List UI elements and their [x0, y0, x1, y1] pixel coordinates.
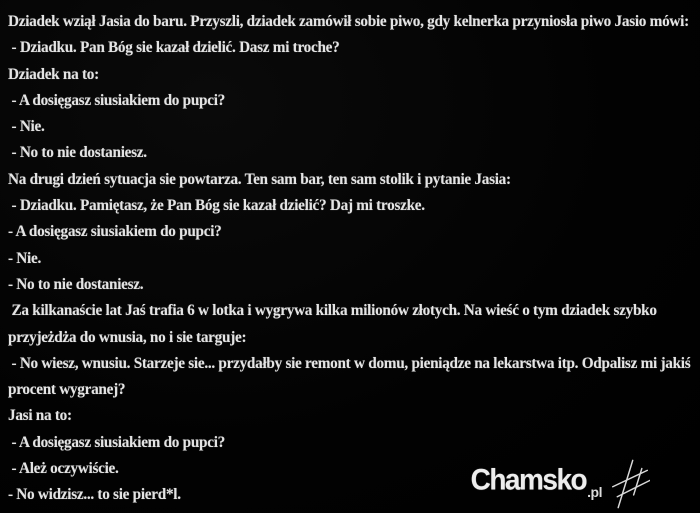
joke-line: - No widzisz... to sie pierd*l. — [8, 486, 181, 504]
joke-line: - No to nie dostaniesz. — [8, 275, 144, 293]
joke-line: - No to nie dostaniesz. — [8, 144, 147, 162]
joke-line: Dziadek na to: — [8, 65, 99, 83]
chamsko-logo — [471, 456, 650, 503]
hash-icon — [610, 456, 650, 513]
joke-line: - A dosięgasz siusiakiem do pupci? — [8, 223, 222, 241]
joke-line: - Dziadku. Pan Bóg sie kazał dzielić. Dasz mi troche? — [8, 39, 340, 57]
joke-line: - A dosięgasz siusiakiem do pupci? — [8, 91, 226, 109]
joke-line: - Dziadku. Pamiętasz, że Pan Bóg sie kazał dzielić? Daj mi troszke. — [8, 197, 425, 215]
joke-line: - Ależ oczywiście. — [8, 460, 119, 478]
joke-line: - No wiesz, wnusiu. Starzeje sie... przydałby sie remont w domu, pieniądze na lekarstwa itp. Odpalisz mi jakiś — [8, 354, 691, 372]
joke-line: - Nie. — [8, 118, 45, 136]
joke-line: procent wygranej? — [8, 381, 126, 399]
joke-line: - Nie. — [8, 249, 41, 267]
joke-text — [8, 9, 690, 509]
joke-line: Dziadek wziął Jasia do baru. Przyszli, dziadek zamówił sobie piwo, gdy kelnerka przyniosła piwo Jasio mówi: — [8, 13, 689, 30]
joke-line: Na drugi dzień sytuacja sie powtarza. Ten sam bar, ten sam stolik i pytanie Jasia: — [8, 170, 511, 188]
brand-name: Chamsko — [470, 462, 587, 496]
joke-line: przyjeżdża do wnusia, no i sie targuje: — [8, 328, 247, 346]
joke-line: Za kilkanaście lat Jaś trafia 6 w lotka i wygrywa kilka milionów złotych. Na wieść o tym dziadek szybko — [8, 302, 657, 320]
joke-line: - A dosięgasz siusiakiem do pupci? — [8, 433, 226, 451]
brand-tld: .pl — [587, 484, 602, 500]
joke-line: Jasi na to: — [8, 407, 72, 425]
